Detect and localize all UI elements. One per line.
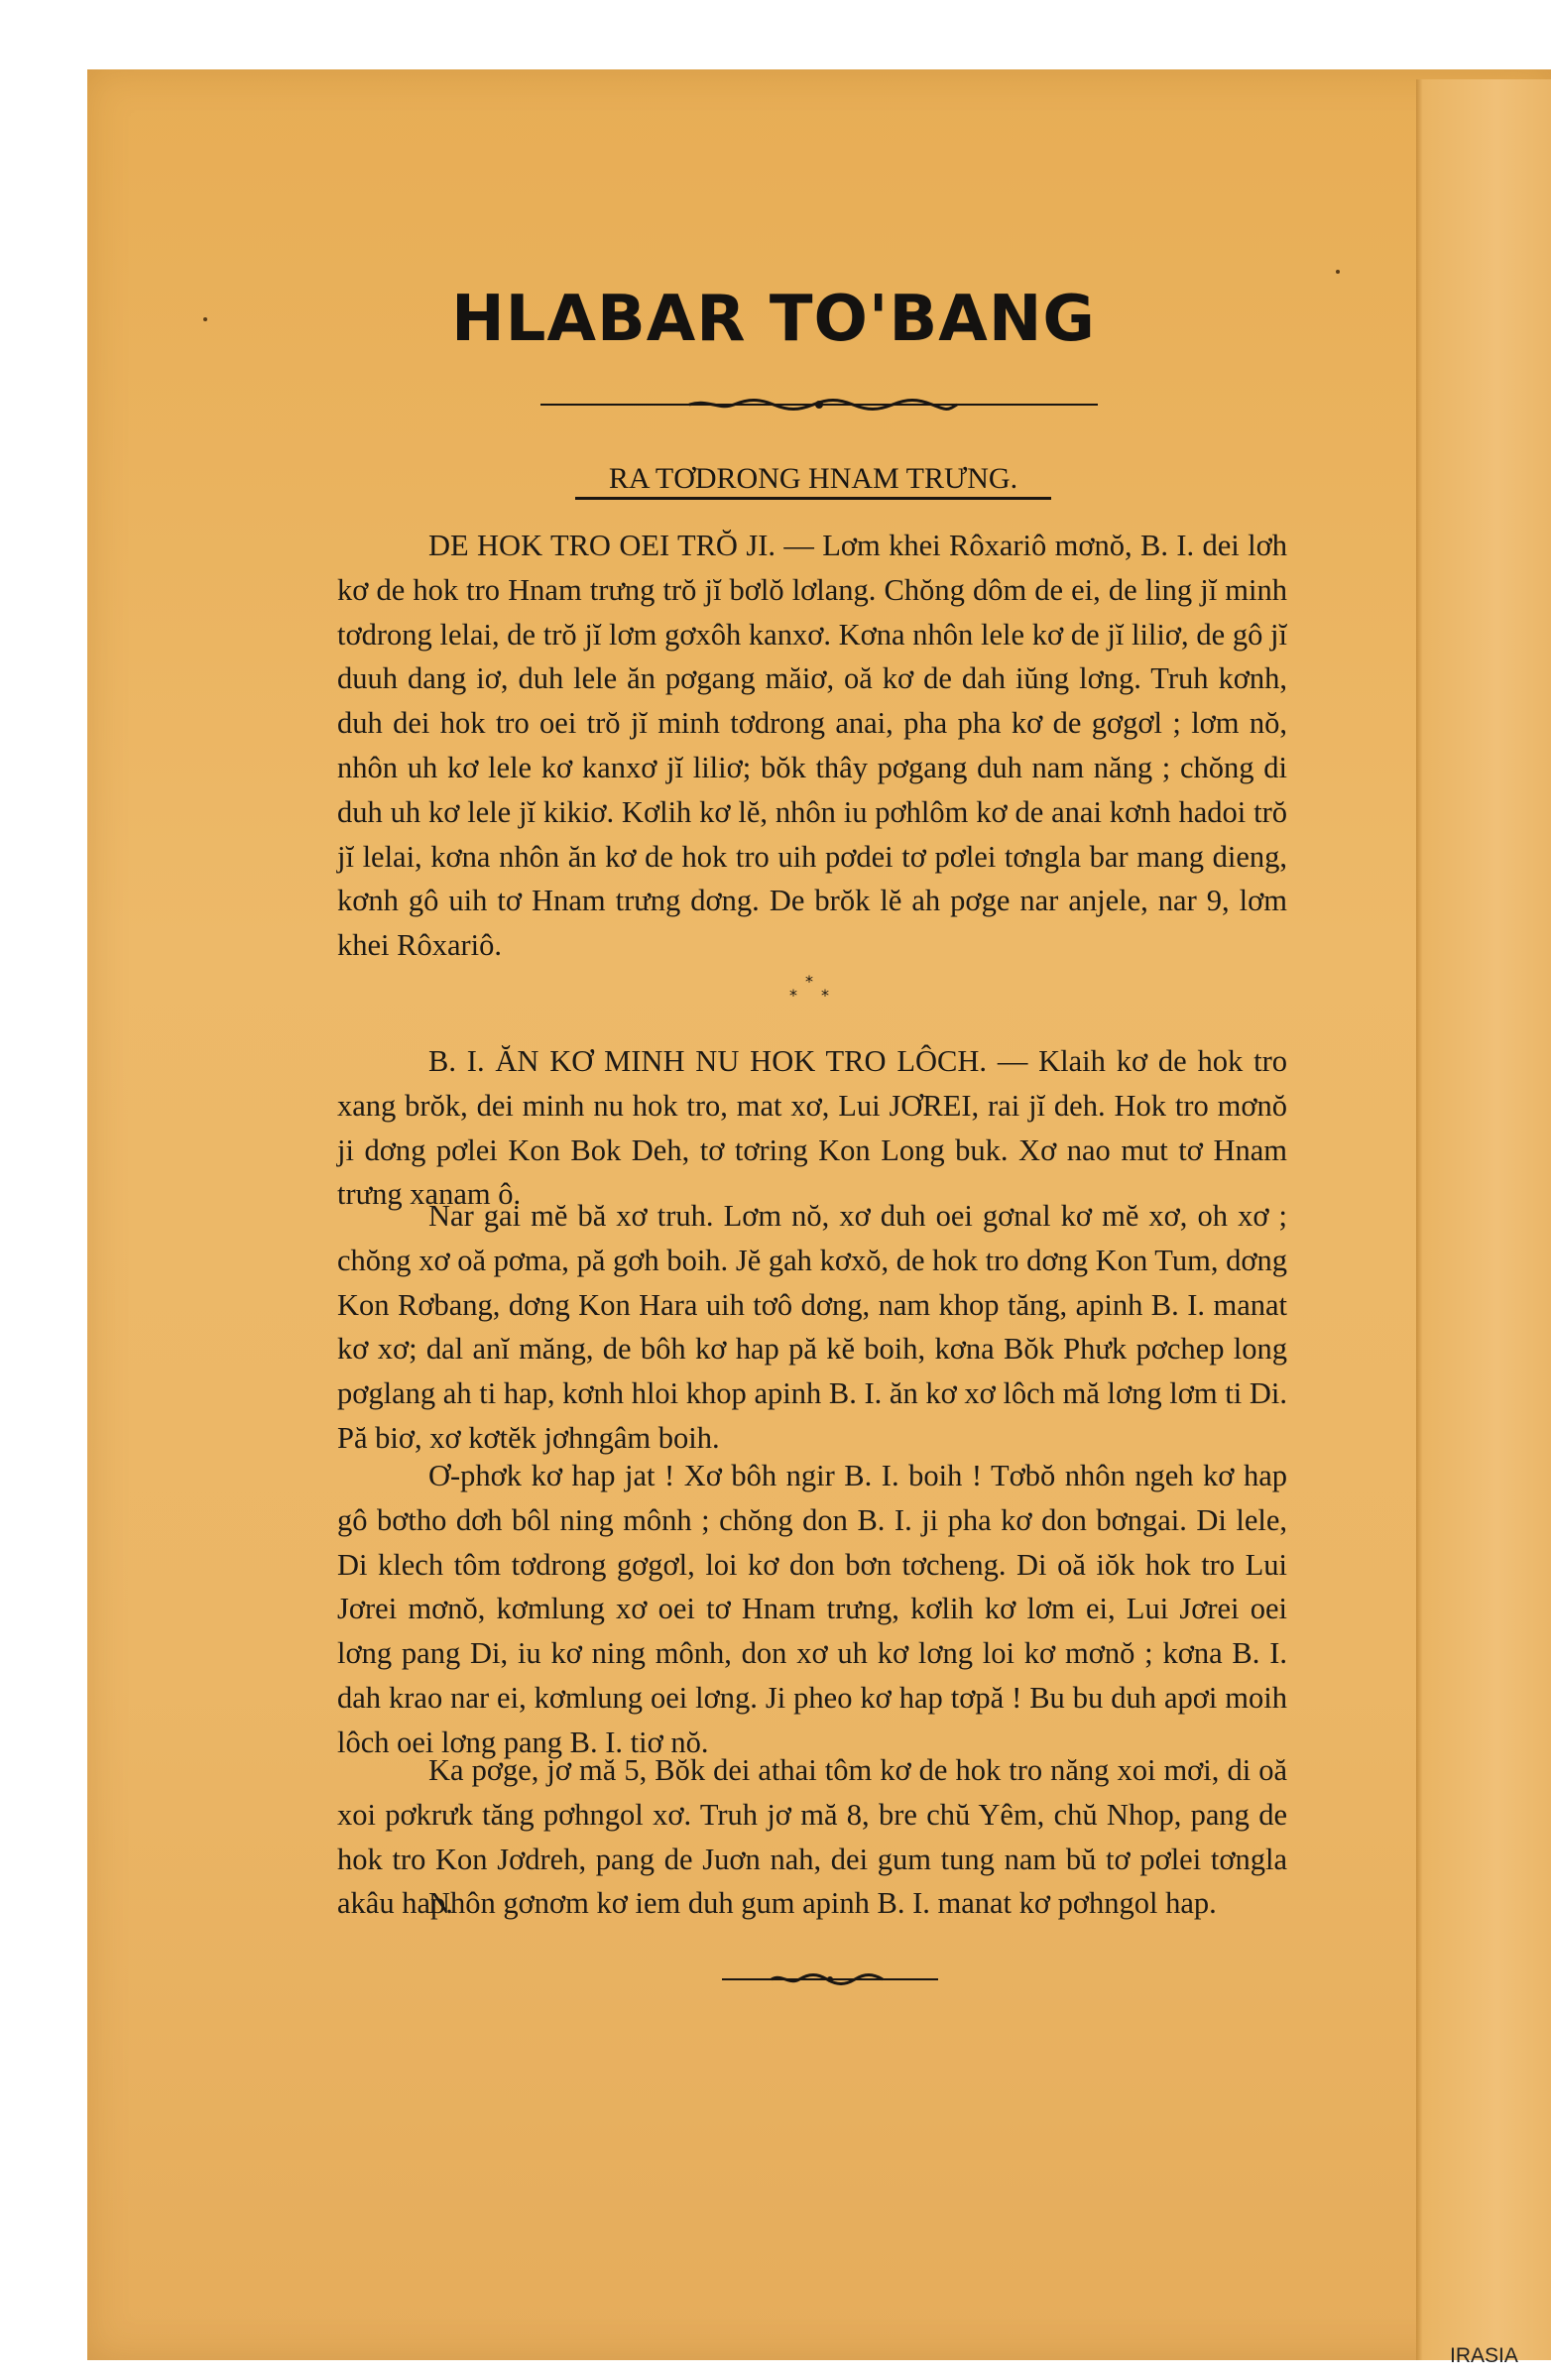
paragraph-1: DE HOK TRO OEI TRŎ JI. — Lơm khei Rôxariô mơnŏ, B. I. dei lơh kơ de hok tro Hnam trưng trŏ jĭ bơlŏ lơlang. Chŏng dôm de ei, de ling jĭ minh tơdrong lelai, de trŏ jĭ lơm gơxôh kanxơ. Kơna nhôn lele kơ de jĭ liliơ, de gô jĭ duuh dang iơ, duh lele ăn pơgang măiơ, oă kơ de dah iŭng lơng. Truh kơnh, duh dei hok tro oei trŏ jĭ minh tơdrong anai, pha pha kơ de gơgơl ; lơm nŏ, nhôn uh kơ lele kơ kanxơ jĭ liliơ; bŏk thây pơgang duh nam năng ; chŏng di duh uh kơ lele jĭ kikiơ. Kơlih kơ lĕ, nhôn iu pơhlôm kơ de anai kơnh hadoi trŏ jĭ lelai, kơna nhôn ăn kơ de hok tro uih pơdei tơ pơlei tơngla bar mang dieng, kơnh gô uih tơ Hnam trưng dơng. De brŏk lĕ ah pơge nar anjele, nar 9, lơm khei Rôxariô. <box>337 529 1287 963</box>
end-ornament <box>722 1971 938 1987</box>
watermark-label: IRASIA <box>1450 2344 1518 2367</box>
paragraph-6: Nhôn gơnơm kơ iem duh gum apinh B. I. manat kơ pơhngol hap. <box>428 1886 1217 1920</box>
document-title: HLABAR TO'BANG <box>451 283 1096 356</box>
page-fold-edge <box>1416 79 1551 2360</box>
paper-speck <box>1336 270 1340 274</box>
section-heading: RA TƠDRONG HNAM TRƯNG. <box>575 462 1051 500</box>
paragraph-4: Ơ-phơk kơ hap jat ! Xơ bôh ngir B. I. boih ! Tơbŏ nhôn ngeh kơ hap gô bơtho dơh bôl ning mônh ; chŏng don B. I. ji pha kơ don bơngai. Di lele, Di klech tôm tơdrong gơgơl, loi kơ don bơn tơcheng. Di oă iŏk hok tro Lui Jơrei mơnŏ, kơmlung xơ oei tơ Hnam trưng, kơlih kơ lơm ei, Lui Jơrei oei lơng pang Di, iu kơ ning mônh, don xơ uh kơ lơng loi kơ mơnŏ ; kơna B. I. dah krao nar ei, kơmlung oei lơng. Ji pheo kơ hap tơpă ! Bu bu duh apơi moih lôch oei lơng pang B. I. tiơ nŏ. <box>337 1459 1287 1759</box>
paper-speck <box>203 317 207 321</box>
paragraph-5: Ka pơge, jơ mă 5, Bŏk dei athai tôm kơ de hok tro năng xoi mơi, di oă xoi pơkrưk tăng pơhngol xơ. Truh jơ mă 8, bre chŭ Yêm, chŭ Nhop, pang de hok tro Kon Jơdreh, pang de Juơn nah, dei gum tung nam bŭ tơ pơlei tơngla akâu hap. <box>337 1753 1287 1921</box>
asterism-divider: * * * <box>789 972 829 1005</box>
paragraph-2: B. I. ĂN KƠ MINH NU HOK TRO LÔCH. — Klaih kơ de hok tro xang brŏk, dei minh nu hok tro, mat xơ, Lui JƠREI, rai jĭ deh. Hok tro mơnŏ ji dơng pơlei Kon Bok Deh, tơ tơring Kon Long buk. Xơ nao mut tơ Hnam trưng xanam ô. <box>337 1044 1287 1212</box>
title-ornament <box>540 397 1098 413</box>
paragraph-3: Nar gai mĕ bă xơ truh. Lơm nŏ, xơ duh oei gơnal kơ mĕ xơ, oh xơ ; chŏng xơ oă pơma, pă gơh boih. Jĕ gah kơxŏ, de hok tro dơng Kon Tum, dơng Kon Rơbang, dơng Kon Hara uih tơô dơng, nam khop tăng, apinh B. I. manat kơ xơ; dal anĭ măng, de bôh kơ hap pă kĕ boih, kơna Bŏk Phưk pơchep long pơglang ah ti hap, kơnh hloi khop apinh B. I. ăn kơ xơ lôch mă lơng lơm ti Di. Pă biơ, xơ kơtĕk jơhngâm boih. <box>337 1199 1287 1455</box>
